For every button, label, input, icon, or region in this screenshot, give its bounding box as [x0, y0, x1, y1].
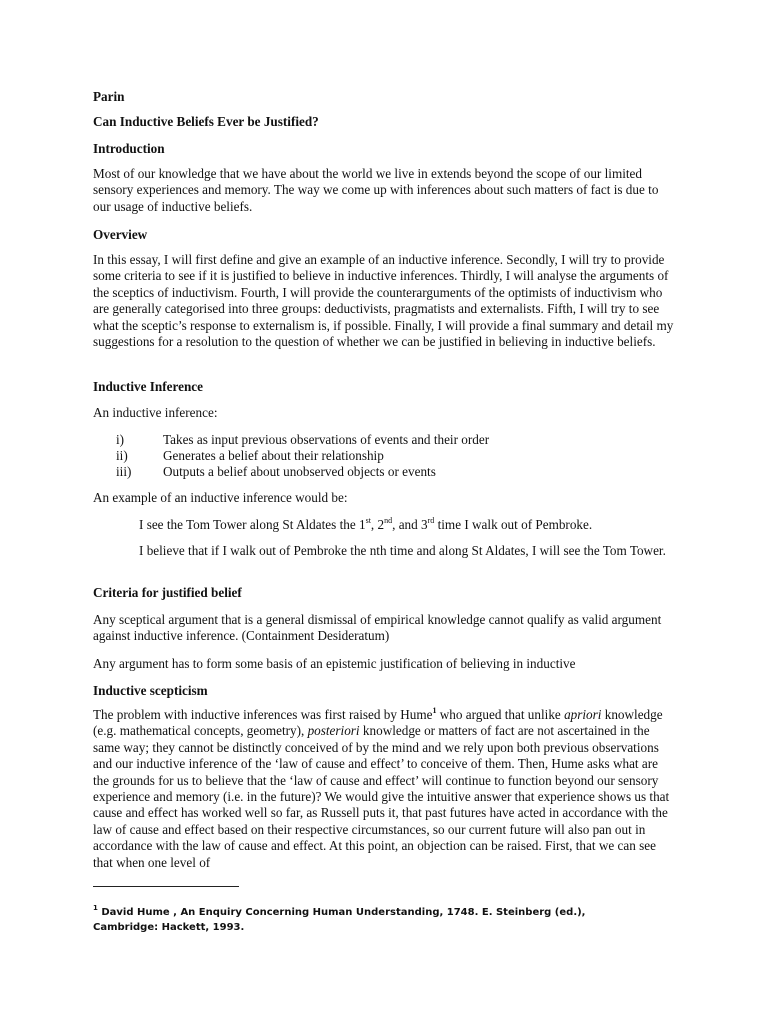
footnote-number: 1 — [93, 903, 98, 912]
inductive-inference-intro: An inductive inference: — [93, 405, 218, 420]
list-item-number: iii) — [116, 464, 132, 479]
criteria-paragraph-1: Any sceptical argument that is a general dismissal of empirical knowledge cannot qualify as valid argument against inductive inference. (Containment Desideratum) — [93, 612, 662, 644]
paragraph-text: knowledge or matters of fact are not ascertained in the same way; they cannot be distinctly conceived of by the mind and we rely upon both previous observations and our inductive inference of the ‘law of cause and effect’ to conceive of them. Then, Hume asks what are the grounds for us to believe that the ‘law of cause and effect’ will continue to function beyond our sensory experience and memory (i.e. in the future)? We would give the intuitive answer that experience shows us that cause and effect has worked well so far, as Russell puts it, that past futures have acted in accordance with the law of cause and effect based on their respective circumstances, so our current future will also pan out in accordance with the law of cause and effect. At this point, an objection can be raised. First, that we can see that when one level of — [93, 723, 670, 870]
footnote-reference[interactable]: 1 — [432, 705, 437, 715]
paragraph-text: The problem with inductive inferences was first raised by Hume — [93, 707, 433, 722]
introduction-paragraph: Most of our knowledge that we have about the world we live in extends beyond the scope of our limited sensory experiences and memory. The way we come up with inferences about such matters of fact is due to our usage of inductive beliefs. — [93, 166, 659, 214]
footnote-text: David Hume , An Enquiry Concerning Human Understanding, 1748. E. Steinberg (ed.), Cambridge: Hackett, 1993. — [93, 907, 586, 933]
example-belief: I believe that if I walk out of Pembroke the nth time and along St Aldates, I will see the Tom Tower. — [139, 543, 666, 558]
heading-overview: Overview — [93, 227, 148, 242]
heading-criteria: Criteria for justified belief — [93, 585, 242, 600]
ordinal-suffix: st — [365, 515, 371, 525]
example-text: , and 3 — [392, 517, 428, 532]
list-item-text: Outputs a belief about unobserved objects or events — [163, 464, 436, 479]
heading-introduction: Introduction — [93, 141, 165, 156]
example-intro: An example of an inductive inference would be: — [93, 490, 348, 505]
footnote-separator — [93, 886, 239, 887]
list-item-text: Generates a belief about their relationship — [163, 448, 384, 463]
example-text: , 2 — [370, 517, 385, 532]
paragraph-text: who argued that unlike — [436, 707, 565, 722]
example-text: I see the Tom Tower along St Aldates the 1 — [139, 517, 366, 532]
list-item-number: ii) — [116, 448, 128, 463]
paragraph-text: knowledge (e.g. mathematical concepts, geometry), — [93, 707, 663, 739]
scepticism-paragraph — [93, 707, 675, 871]
overview-paragraph: In this essay, I will first define and give an example of an inductive inference. Secondly, I will try to provide some criteria to see if it is justified to believe in inductive inferences. Thirdly, I will analyse the arguments of the sceptics of inductivism. Fourth, I will provide the counterarguments of the optimists of inductivism who are generally categorised into three groups: deductivists, pragmatists and externalists. Fifth, I will try to see what the sceptic’s response to externalism is, if possible. Finally, I will provide a final summary and detail my suggestions for a resolution to the question of whether we can be justified in believing in inductive beliefs. — [93, 252, 674, 350]
heading-inductive-inference: Inductive Inference — [93, 379, 204, 394]
list-item-number: i) — [116, 432, 125, 447]
list-item-text: Takes as input previous observations of events and their order — [163, 432, 490, 447]
example-text: time I walk out of Pembroke. — [434, 517, 593, 532]
term-posteriori: posteriori — [307, 723, 360, 739]
example-observation — [139, 517, 679, 533]
footnote — [93, 905, 653, 935]
essay-title: Can Inductive Beliefs Ever be Justified? — [93, 114, 319, 129]
ordinal-suffix: nd — [384, 515, 393, 525]
criteria-paragraph-2: Any argument has to form some basis of an epistemic justification of believing in inductive — [93, 656, 576, 671]
heading-inductive-scepticism: Inductive scepticism — [93, 683, 208, 698]
term-apriori: apriori — [564, 707, 602, 722]
author-name: Parin — [93, 89, 125, 104]
ordinal-suffix: rd — [427, 515, 435, 525]
